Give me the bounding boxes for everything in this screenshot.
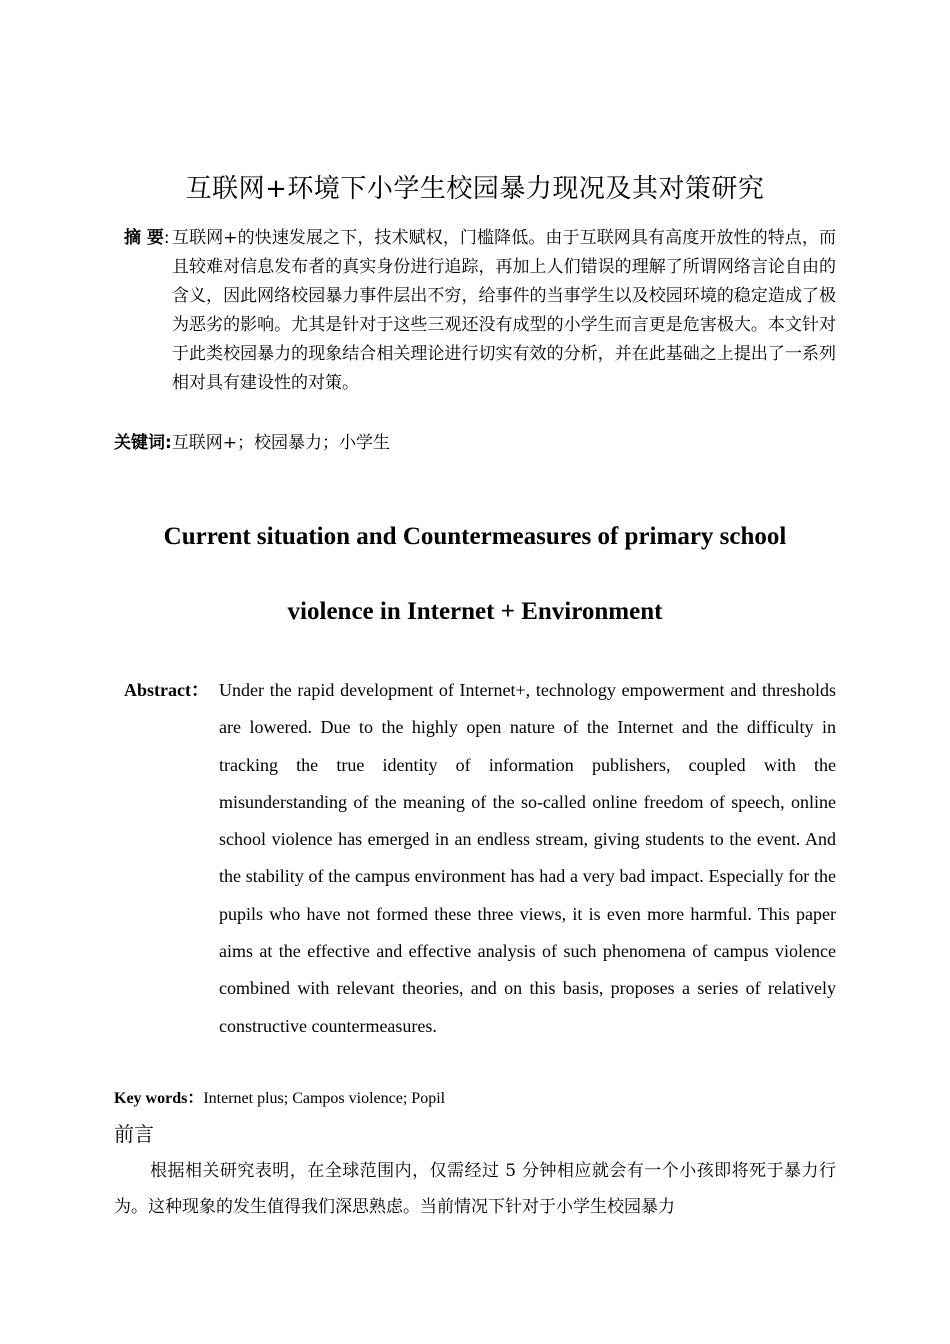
section-heading-preface: 前言 — [114, 1122, 154, 1146]
preface-paragraph: 根据相关研究表明，在全球范围内，仅需经过 5 分钟相应就会有一个小孩即将死于暴力行为。这种现象的发生值得我们深思熟虑。当前情况下针对于小学生校园暴力 — [114, 1161, 836, 1217]
english-abstract-label: Abstract： — [124, 680, 209, 700]
chinese-abstract-label: 摘 要 — [124, 228, 164, 248]
english-abstract — [124, 672, 836, 1045]
chinese-abstract-label-group — [124, 224, 172, 253]
english-abstract-text: Under the rapid development of Internet+, technology empowerment and thresholds are lowered. Due to the highly open nature of the Internet and the difficulty in tracking the true identity of information publishers, coupled with the misunderstanding of the meaning of the so-called online freedom of speech, online school violence has emerged in an endless stream, giving students to the event. And the stability of the campus environment has had a very bad impact. Especially for the pupils who have not formed these three views, it is even more harmful. This paper aims at the effective and effective analysis of such phenomena of campus violence combined with relevant theories, and on this basis, proposes a series of relatively constructive countermeasures. — [219, 680, 836, 1036]
english-keywords-text: Internet plus; Campos violence; Popil — [203, 1090, 446, 1107]
chinese-abstract-separator: : — [163, 228, 170, 248]
chinese-abstract — [124, 224, 836, 398]
paper-title-english-line1: Current situation and Countermeasures of primary school — [163, 523, 787, 550]
chinese-keywords — [114, 428, 390, 453]
chinese-keywords-label: 关键词: — [114, 433, 172, 453]
chinese-keywords-text: 互联网+；校园暴力；小学生 — [171, 433, 391, 453]
paper-title-english-line2: violence in Internet + Environment — [287, 598, 663, 625]
english-keywords — [114, 1085, 445, 1108]
chinese-abstract-text: 互联网+的快速发展之下，技术赋权，门槛降低。由于互联网具有高度开放性的特点，而且较难对信息发布者的真实身份进行追踪，再加上人们错误的理解了所谓网络言论自由的含义，因此网络校园暴力事件层出不穷，给事件的当事学生以及校园环境的稳定造成了极为恶劣的影响。尤其是针对于这些三观还没有成型的小学生而言更是危害极大。本文针对于此类校园暴力的现象结合相关理论进行切实有效的分析，并在此基础之上提出了一系列相对具有建设性的对策。 — [172, 228, 836, 393]
english-keywords-label: Key words： — [114, 1090, 204, 1107]
paper-title-chinese: 互联网+环境下小学生校园暴力现况及其对策研究 — [185, 174, 765, 204]
